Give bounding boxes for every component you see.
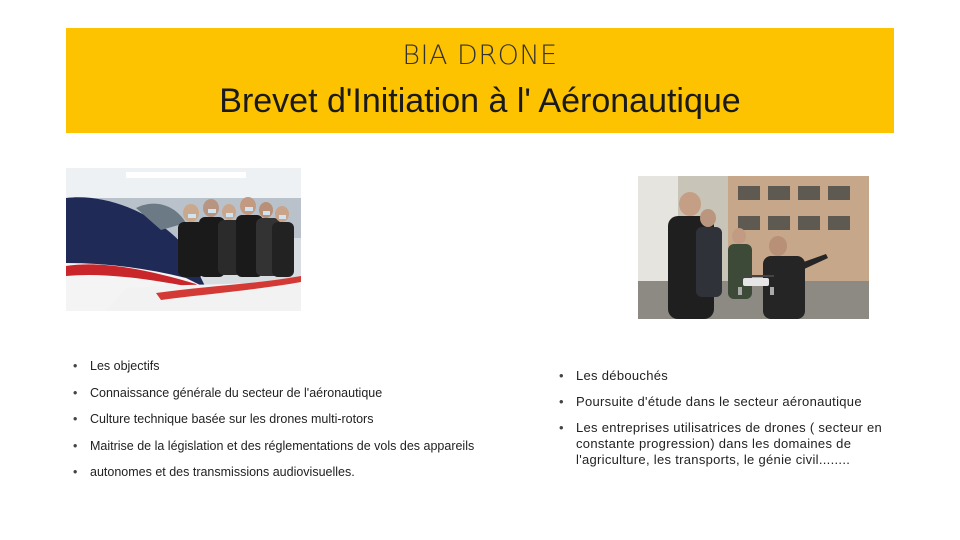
list-item: • Connaissance générale du secteur de l'aéronautique (70, 385, 540, 412)
banner-title: Brevet d'Initiation à l' Aéronautique (219, 82, 741, 120)
banner-subtitle: BIA DRONE (402, 40, 558, 71)
list-item: • Les débouchés (556, 368, 901, 384)
photo-students-drone-outdoor (638, 176, 869, 319)
title-banner (66, 28, 894, 133)
list-item: • Poursuite d'étude dans le secteur aéronautique (556, 394, 901, 410)
list-item: • Culture technique basée sur les drones multi-rotors (70, 411, 540, 438)
outcomes-list (556, 368, 901, 468)
objectives-list (70, 358, 540, 491)
list-item: • Les entreprises utilisatrices de drones ( secteur en constante progression) dans les domaines de l'agriculture, les transports, le génie civil........ (556, 420, 901, 468)
list-item: • Maitrise de la législation et des réglementations de vols des appareils (70, 438, 540, 465)
photo-students-airplane (66, 168, 301, 311)
list-item: • Les objectifs (70, 358, 540, 385)
list-item: • autonomes et des transmissions audiovisuelles. (70, 464, 540, 491)
